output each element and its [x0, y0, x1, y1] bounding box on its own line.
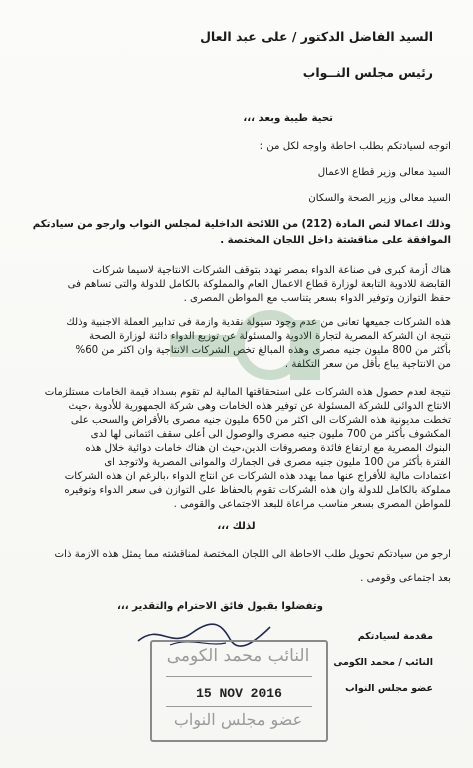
stamp-date: 15 NOV 2016 — [196, 686, 282, 701]
paragraph-line: بأكثر من 800 مليون جنيه مصرى وهذه المبالغ تخص الشركات الانتاجية وان اكثر من 60% — [75, 345, 451, 356]
paragraph-line: الفترة بأكثر من 100 مليون جنيه مصرى فى الجمارك والموانى المصرية ولاتوجد اى — [104, 457, 451, 468]
stamp-name: النائب محمد الكومى — [166, 646, 310, 666]
paragraph-line: نتيجة لعدم حصول هذه الشركات على استحقاقتها المالية لم تقوم بسداد قيمة الخامات مستلزمات — [44, 387, 451, 398]
paragraph-line: اعتمادات مالية للأفراج عنها مما يهدد هذه الشركات عن انتاج الدواء ،بالرغم ان هذه الشركات — [64, 471, 451, 482]
addressee-1: السيد معالى وزير قطاع الاعمال — [317, 167, 451, 178]
paragraph-line: مملوكة بالكامل للدولة وان هذه الشركات تقوم بالحفاظ على التوازن فى سعر الدواء وتوفيره — [64, 485, 451, 496]
official-stamp — [150, 640, 328, 742]
paragraph-line: تخطت مديونية هذه الشركات الى اكثر من 650 مليون جنيه مصرى بالأقراض والسحب على — [70, 415, 451, 426]
stamp-role: عضو مجلس النواب — [173, 710, 303, 729]
stamp-divider — [166, 706, 312, 707]
recipient-role: رئيس مجلس النــواب — [302, 65, 433, 80]
intro-line: اتوجه لسيادتكم بطلب احاطة واوجه لكل من : — [259, 141, 451, 152]
paragraph-line: من الانتاجية يباع بأقل من سعر التكلفة . — [284, 359, 451, 370]
paragraph-line: نتيجة ان الشركة المصرية لتجارة الادوية والمسئولة عن توزيع الدواء دائنة لوزارة الصحة — [89, 331, 451, 342]
closing-line: وتفضلوا بقبول فائق الاحترام والتقدير ،،، — [116, 601, 323, 612]
greeting: تحية طيبة وبعد ،،، — [243, 113, 333, 124]
paragraph-line: هناك أزمة كبرى فى صناعة الدواء بمصر تهدد بتوقف الشركات الانتاجية لاسيما شركات — [92, 265, 451, 276]
paragraph-line: حفظ التوازن وتوفير الدواء بسعر يتناسب مع المواطن المصرى . — [183, 293, 451, 304]
recipient-name: السيد الفاضل الدكتور / على عبد العال — [200, 29, 433, 44]
sender-submitted: مقدمة لسيادتكم — [357, 631, 433, 642]
sender-title: عضو مجلس النواب — [345, 683, 433, 694]
paragraph-line: الانتاج الدوائى للشركة المسئولة عن توفير هذه الخامات وهى شركة الجمهورية للأدوية ،حيث — [68, 401, 451, 412]
stamp-divider — [166, 676, 312, 677]
watermark-logo — [150, 300, 340, 400]
therefore-heading: لذلك ،،، — [217, 521, 256, 532]
paragraph-line: هذه الشركات جميعها تعانى من عدم وجود سيولة نقدية وازمة فى تدابير العملة الاجنبية وذلك — [66, 317, 451, 328]
addressee-2: السيد معالى وزير الصحة والسكان — [308, 193, 451, 204]
legal-line-1: وذلك اعمالا لنص المادة (212) من اللائحة الداخلية لمجلس النواب وارجو من سيادتكم — [32, 219, 451, 230]
paragraph-line: البنوك المصرية مع ارتفاع فائدة ومصروفات الدين،حيث ان هناك خامات دوائية خلال هذه — [85, 443, 451, 454]
request-line-1: ارجو من سيادتكم تحويل طلب الاحاطة الى اللجان المختصة لمناقشته مما يمثل هذه الازمة ذات — [54, 549, 451, 560]
sender-name: النائب / محمد الكومى — [333, 657, 433, 668]
request-line-2: بعد اجتماعى وقومى . — [360, 573, 451, 584]
paragraph-line: المكشوف بأكثر من 700 مليون جنيه مصرى والوصول الى أعلى سقف ائتمانى لها لدى — [90, 429, 451, 440]
paragraph-line: للمواطن المصرى بسعر مناسب مراعاة للبعد الاجتماعى والقومى . — [173, 499, 451, 510]
paragraph-line: القابضة للادوية التابعة لوزارة قطاع الاعمال العام والمملوكة بالكامل للدولة والتى تساهم فى — [67, 279, 451, 290]
legal-line-2: الموافقة على مناقشتة داخل اللجان المختصة . — [220, 235, 451, 246]
